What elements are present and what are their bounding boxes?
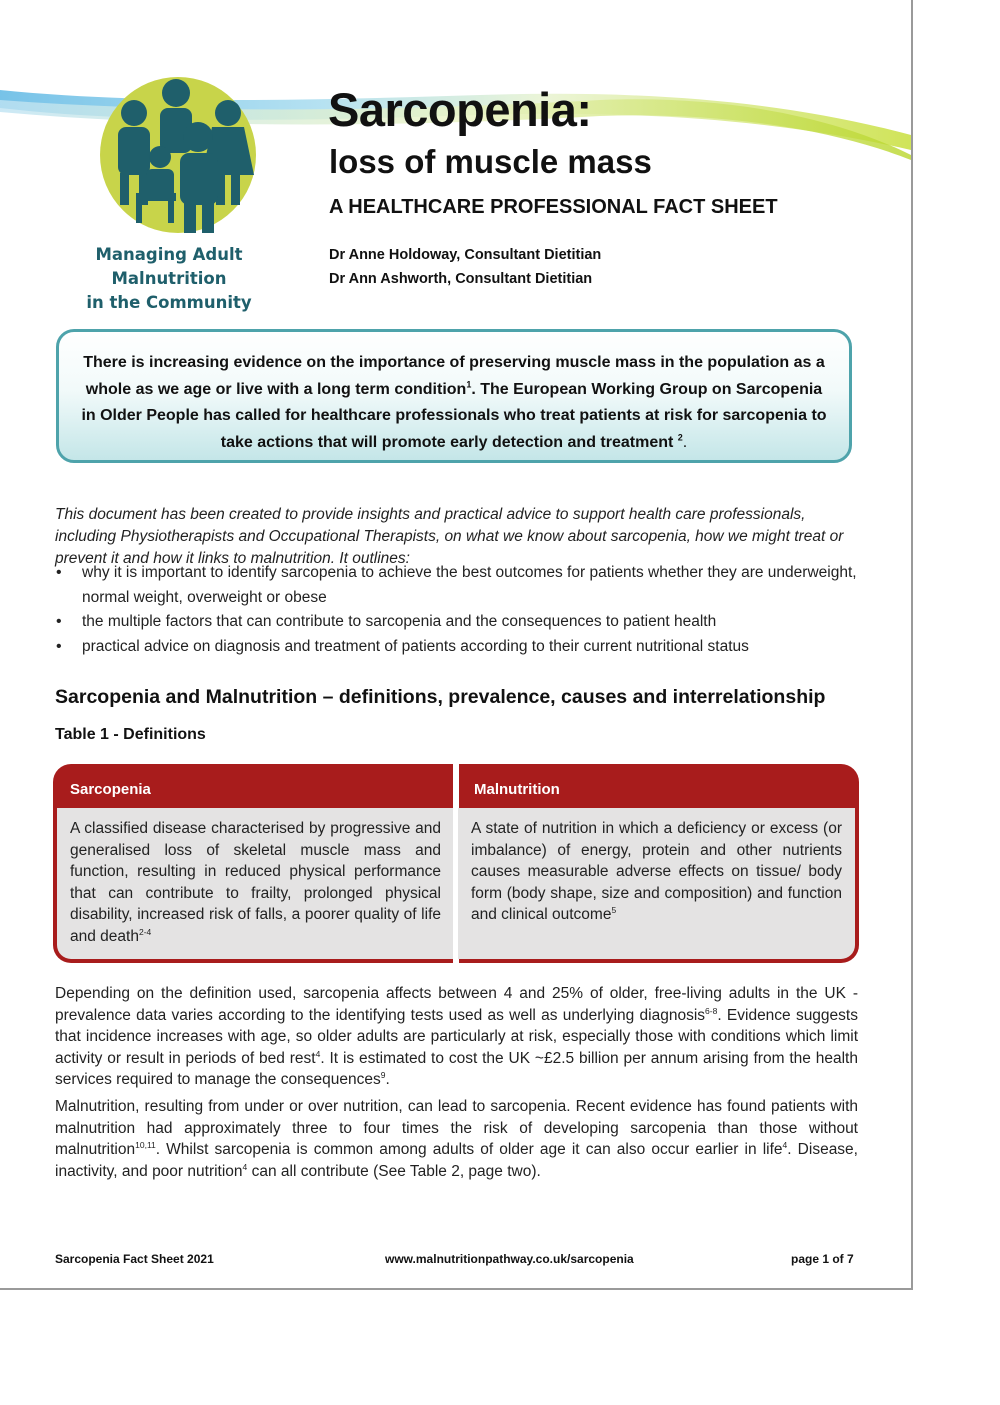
community-people-logo xyxy=(98,75,258,235)
malnutrition-header: Malnutrition xyxy=(474,781,560,798)
list-item: • practical advice on diagnosis and treatment of patients according to their current nutritional status xyxy=(55,635,860,660)
callout-text-3: . xyxy=(682,433,688,451)
author-1: Dr Anne Holdoway, Consultant Dietitian xyxy=(329,247,602,263)
para1-ref-1: 6-8 xyxy=(705,1005,718,1016)
para1-ref-3: 9 xyxy=(380,1069,386,1080)
outline-list xyxy=(55,561,860,659)
callout-ref-2: 2 xyxy=(677,432,683,443)
para1-text-d: . xyxy=(385,1071,390,1088)
footer-document-name: Sarcopenia Fact Sheet 2021 xyxy=(55,1252,214,1266)
page-title: Sarcopenia: xyxy=(328,83,592,136)
para2-text-d: can all contribute (See Table 2, page two). xyxy=(247,1162,541,1180)
para1-text-a: Depending on the definition used, sarcopenia affects between 4 and 25% of older, free-living adults in the UK - prevalence data varies according to the identifying tests used as well as underlying diagnosis xyxy=(55,985,858,1024)
author-2: Dr Ann Ashworth, Consultant Dietitian xyxy=(329,271,593,287)
sarcopenia-definition-text: A classified disease characterised by progressive and generalised loss of skeletal muscle mass and function, resulting in reduced physical performance that can contribute to frailty, prolonged physical disability, increased risk of falls, a poorer quality of life and death xyxy=(70,820,441,945)
org-name-line2: in the Community xyxy=(86,293,252,312)
sarcopenia-ref: 2-4 xyxy=(138,926,152,937)
footer-website-link[interactable]: www.malnutritionpathway.co.uk/sarcopenia xyxy=(385,1252,634,1266)
sarcopenia-column xyxy=(53,764,455,963)
page-subtitle: loss of muscle mass xyxy=(329,143,652,180)
para2-text-c: . Disease, inactivity, and poor nutrition xyxy=(55,1141,858,1180)
intro-paragraph: This document has been created to provide insights and practical advice to support health care professionals, including Physiotherapists and Occupational Therapists, on what we know about sarcopenia, how we might treat or prevent it and how it links to malnutrition. It outlines: xyxy=(55,505,844,567)
sarcopenia-header: Sarcopenia xyxy=(70,781,151,798)
para2-text-a: Malnutrition, resulting from under or over nutrition, can lead to sarcopenia. Recent evidence has found patients with malnutrition had approximately three to four times the risk of developing sarcopenia than those without malnutrition xyxy=(55,1098,858,1158)
para1-text-c: . It is estimated to cost the UK ~£2.5 billion per annum arising from the health services required to manage the consequences xyxy=(55,1049,858,1088)
key-message-callout xyxy=(56,329,852,463)
footer-page-number: page 1 of 7 xyxy=(791,1252,854,1266)
organisation-name xyxy=(40,243,298,315)
org-name-line1: Managing Adult Malnutrition xyxy=(95,245,243,288)
prevalence-paragraph xyxy=(55,983,858,1091)
callout-text-2: . The European Working Group on Sarcopenia in Older People has called for healthcare professionals who treat patients at risk for sarcopenia to take actions that will promote early detection and treatment xyxy=(81,380,827,451)
list-item: • why it is important to identify sarcopenia to achieve the best outcomes for patients whether they are underweight, normal weight, overweight or obese xyxy=(55,561,860,610)
malnutrition-ref: 5 xyxy=(611,904,617,915)
malnutrition-column xyxy=(457,764,859,963)
para1-ref-2: 4 xyxy=(315,1048,321,1059)
list-item: • the multiple factors that can contribute to sarcopenia and the consequences to patient health xyxy=(55,610,860,635)
table-caption: Table 1 - Definitions xyxy=(55,726,206,743)
definitions-table xyxy=(53,764,859,963)
malnutrition-definition-text: A state of nutrition in which a deficiency or excess (or imbalance) of energy, protein and other nutrients causes measurable adverse effects on tissue/ body form (body shape, size and composition) and function and clinical outcome xyxy=(471,820,842,923)
para2-ref-3: 4 xyxy=(242,1161,248,1172)
para2-text-b: . Whilst sarcopenia is common among adults of older age it can also occur earlier in life xyxy=(155,1141,783,1158)
callout-ref-1: 1 xyxy=(466,379,472,390)
para2-ref-1: 10,11 xyxy=(135,1139,156,1150)
section-heading: Sarcopenia and Malnutrition – definitions, prevalence, causes and interrelationship xyxy=(55,686,826,708)
malnutrition-paragraph xyxy=(55,1096,858,1182)
para1-text-b: . Evidence suggests that incidence increases with age, so older adults are particularly at risk, especially those with conditions which limit activity or result in periods of bed rest xyxy=(55,1006,858,1067)
para2-ref-2: 4 xyxy=(782,1139,788,1150)
callout-text-1: There is increasing evidence on the importance of preserving muscle mass in the population as a whole as we age or live with a long term condition xyxy=(83,354,825,398)
fact-sheet-tagline: A HEALTHCARE PROFESSIONAL FACT SHEET xyxy=(329,196,778,218)
malnutrition-definition xyxy=(458,808,855,959)
sarcopenia-definition xyxy=(57,808,454,959)
